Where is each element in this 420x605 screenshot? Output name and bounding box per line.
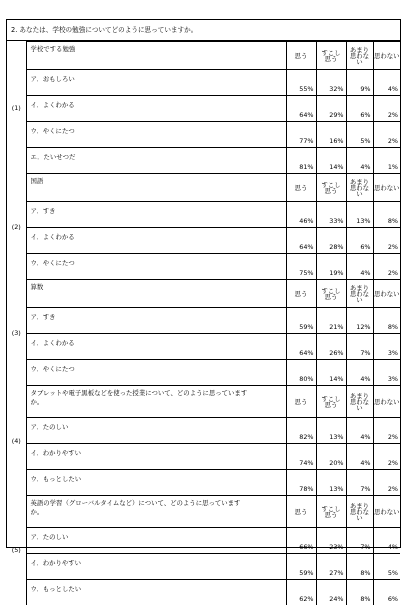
- section-header-row: [7, 386, 400, 418]
- percent-value: 2%: [373, 418, 400, 444]
- percent-value: 4%: [346, 360, 373, 386]
- percent-value: 19%: [316, 254, 346, 280]
- table-row: [7, 470, 400, 496]
- percent-value: 82%: [286, 418, 316, 444]
- item-label: ア．たのしい: [26, 528, 286, 554]
- percent-value: 64%: [286, 228, 316, 254]
- table-row: [7, 254, 400, 280]
- percent-value: 2%: [373, 96, 400, 122]
- section-number: (1): [7, 42, 26, 174]
- table-row: [7, 122, 400, 148]
- item-label: イ．わかりやすい: [26, 444, 286, 470]
- percent-value: 64%: [286, 334, 316, 360]
- column-header: すこし 思う: [316, 496, 346, 528]
- column-header: 思う: [286, 42, 316, 70]
- percent-value: 13%: [316, 470, 346, 496]
- section-header-row: [7, 174, 400, 202]
- percent-value: 59%: [286, 554, 316, 580]
- table-row: [7, 148, 400, 174]
- column-header: 思う: [286, 280, 316, 308]
- column-header: あまり 思わな い: [346, 280, 373, 308]
- percent-value: 78%: [286, 470, 316, 496]
- item-label: ウ．もっとしたい: [26, 470, 286, 496]
- percent-value: 4%: [373, 528, 400, 554]
- column-header: すこし 思う: [316, 174, 346, 202]
- column-header: 思わない: [373, 496, 400, 528]
- item-label: ア．すき: [26, 308, 286, 334]
- percent-value: 14%: [316, 148, 346, 174]
- percent-value: 2%: [373, 122, 400, 148]
- percent-value: 6%: [346, 228, 373, 254]
- section-title: 学校でする勉強: [26, 42, 286, 70]
- percent-value: 66%: [286, 528, 316, 554]
- section-title: 英語の学習（グローバルタイムなど）について、どのように思っています か。: [26, 496, 286, 528]
- percent-value: 16%: [316, 122, 346, 148]
- percent-value: 13%: [346, 202, 373, 228]
- percent-value: 4%: [346, 418, 373, 444]
- section-number: (2): [7, 174, 26, 280]
- percent-value: 4%: [346, 444, 373, 470]
- percent-value: 7%: [346, 470, 373, 496]
- percent-value: 77%: [286, 122, 316, 148]
- item-label: ア．たのしい: [26, 418, 286, 444]
- percent-value: 3%: [373, 360, 400, 386]
- percent-value: 32%: [316, 70, 346, 96]
- percent-value: 8%: [373, 308, 400, 334]
- item-label: イ．よくわかる: [26, 96, 286, 122]
- percent-value: 5%: [346, 122, 373, 148]
- section-title: タブレットや電子黒板などを使った授業について、どのように思っています か。: [26, 386, 286, 418]
- table-row: [7, 308, 400, 334]
- percent-value: 14%: [316, 360, 346, 386]
- item-label: ウ．もっとしたい: [26, 580, 286, 605]
- percent-value: 9%: [346, 70, 373, 96]
- percent-value: 2%: [373, 470, 400, 496]
- percent-value: 28%: [316, 228, 346, 254]
- percent-value: 4%: [373, 70, 400, 96]
- table-row: [7, 202, 400, 228]
- percent-value: 8%: [373, 202, 400, 228]
- table-row: [7, 96, 400, 122]
- table-row: [7, 360, 400, 386]
- column-header: 思う: [286, 496, 316, 528]
- column-header: あまり 思わな い: [346, 496, 373, 528]
- percent-value: 3%: [373, 334, 400, 360]
- item-label: ア．おもしろい: [26, 70, 286, 96]
- section-number: (5): [7, 496, 26, 605]
- item-label: イ．よくわかる: [26, 334, 286, 360]
- table-row: [7, 580, 400, 605]
- percent-value: 1%: [373, 148, 400, 174]
- table-row: [7, 418, 400, 444]
- column-header: 思わない: [373, 174, 400, 202]
- item-label: イ．わかりやすい: [26, 554, 286, 580]
- section-header-row: [7, 42, 400, 70]
- column-header: 思う: [286, 174, 316, 202]
- item-label: ウ．やくにたつ: [26, 360, 286, 386]
- percent-value: 75%: [286, 254, 316, 280]
- column-header: 思う: [286, 386, 316, 418]
- survey-sheet: [6, 19, 401, 548]
- table-row: [7, 334, 400, 360]
- item-label: イ．よくわかる: [26, 228, 286, 254]
- column-header: すこし 思う: [316, 386, 346, 418]
- percent-value: 5%: [373, 554, 400, 580]
- percent-value: 2%: [373, 444, 400, 470]
- table-row: [7, 554, 400, 580]
- column-header: 思わない: [373, 386, 400, 418]
- section-title: 算数: [26, 280, 286, 308]
- percent-value: 2%: [373, 254, 400, 280]
- percent-value: 4%: [346, 148, 373, 174]
- column-header: 思わない: [373, 280, 400, 308]
- table-row: [7, 228, 400, 254]
- percent-value: 2%: [373, 228, 400, 254]
- section-title: 国語: [26, 174, 286, 202]
- table-row: [7, 70, 400, 96]
- percent-value: 81%: [286, 148, 316, 174]
- item-label: ウ．やくにたつ: [26, 122, 286, 148]
- item-label: ア．すき: [26, 202, 286, 228]
- table-row: [7, 444, 400, 470]
- percent-value: 4%: [346, 254, 373, 280]
- percent-value: 12%: [346, 308, 373, 334]
- percent-value: 7%: [346, 528, 373, 554]
- column-header: 思わない: [373, 42, 400, 70]
- percent-value: 21%: [316, 308, 346, 334]
- percent-value: 74%: [286, 444, 316, 470]
- survey-table: [7, 41, 400, 605]
- percent-value: 29%: [316, 96, 346, 122]
- percent-value: 6%: [346, 96, 373, 122]
- column-header: すこし 思う: [316, 280, 346, 308]
- column-header: あまり 思わな い: [346, 42, 373, 70]
- column-header: すこし 思う: [316, 42, 346, 70]
- section-number: (4): [7, 386, 26, 496]
- column-header: あまり 思わな い: [346, 174, 373, 202]
- item-label: エ．たいせつだ: [26, 148, 286, 174]
- percent-value: 80%: [286, 360, 316, 386]
- section-number: (3): [7, 280, 26, 386]
- percent-value: 13%: [316, 418, 346, 444]
- percent-value: 26%: [316, 334, 346, 360]
- percent-value: 27%: [316, 554, 346, 580]
- percent-value: 24%: [316, 580, 346, 605]
- percent-value: 62%: [286, 580, 316, 605]
- percent-value: 6%: [373, 580, 400, 605]
- section-header-row: [7, 280, 400, 308]
- percent-value: 20%: [316, 444, 346, 470]
- percent-value: 23%: [316, 528, 346, 554]
- section-header-row: [7, 496, 400, 528]
- percent-value: 46%: [286, 202, 316, 228]
- item-label: ウ．やくにたつ: [26, 254, 286, 280]
- column-header: あまり 思わな い: [346, 386, 373, 418]
- percent-value: 33%: [316, 202, 346, 228]
- percent-value: 59%: [286, 308, 316, 334]
- table-row: [7, 528, 400, 554]
- percent-value: 7%: [346, 334, 373, 360]
- percent-value: 8%: [346, 580, 373, 605]
- percent-value: 64%: [286, 96, 316, 122]
- percent-value: 55%: [286, 70, 316, 96]
- question-title: 2. あなたは、学校の勉強についてどのように思っていますか。: [7, 20, 400, 41]
- percent-value: 8%: [346, 554, 373, 580]
